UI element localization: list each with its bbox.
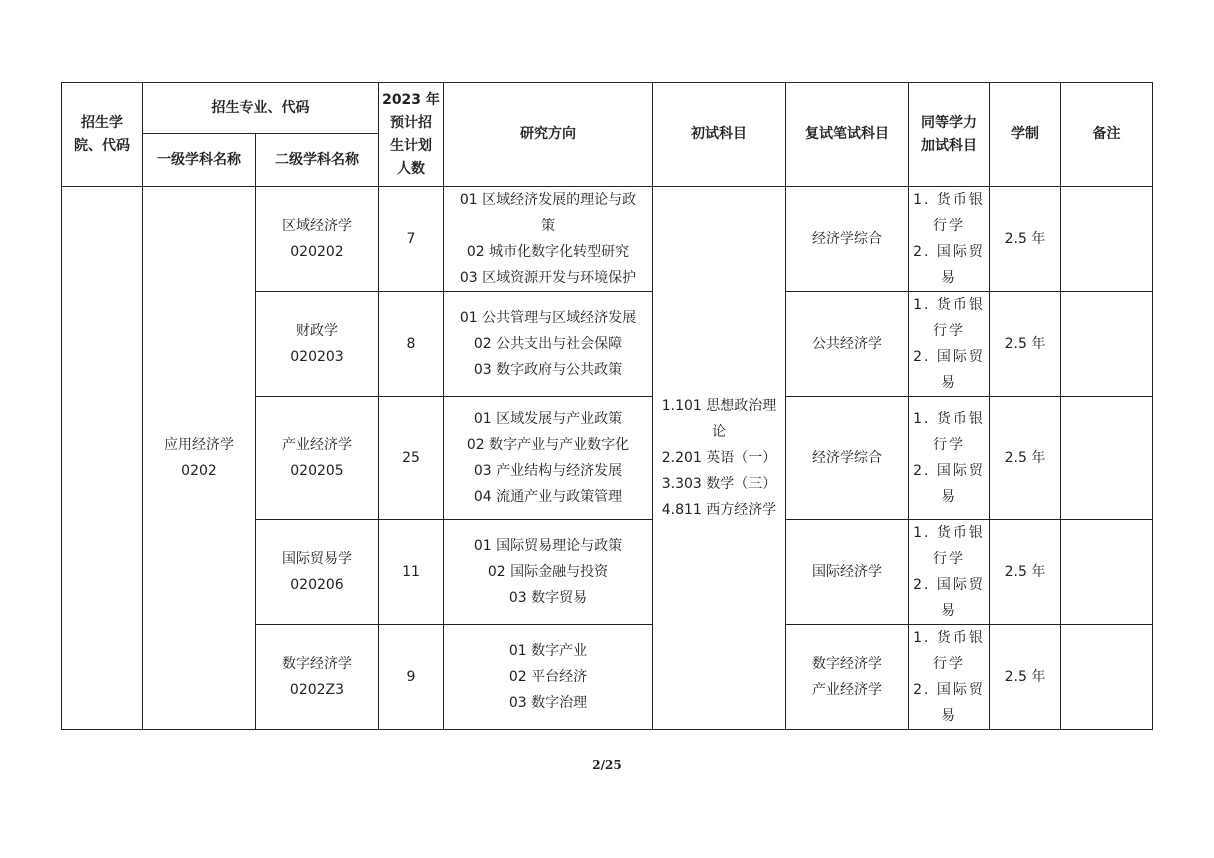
retest-subject: 国际经济学	[786, 520, 909, 625]
duration: 2.5 年	[990, 520, 1061, 625]
level2-name: 财政学 020203	[256, 292, 379, 397]
remarks	[1061, 187, 1153, 292]
level2-name: 产业经济学 020205	[256, 397, 379, 520]
plan-count: 8	[379, 292, 444, 397]
equivalent-subjects: 1. 货币银 行学 2. 国际贸 易	[909, 292, 990, 397]
retest-subject: 经济学综合	[786, 397, 909, 520]
header-direction: 研究方向	[444, 83, 653, 187]
remarks	[1061, 397, 1153, 520]
table-row	[62, 187, 1153, 292]
equivalent-subjects: 1. 货币银 行学 2. 国际贸 易	[909, 625, 990, 730]
header-duration: 学制	[990, 83, 1061, 187]
header-initial-exam: 初试科目	[653, 83, 786, 187]
equivalent-subjects: 1. 货币银 行学 2. 国际贸 易	[909, 187, 990, 292]
plan-count: 11	[379, 520, 444, 625]
remarks	[1061, 292, 1153, 397]
level2-name: 区域经济学 020202	[256, 187, 379, 292]
retest-subject: 经济学综合	[786, 187, 909, 292]
research-directions: 01 区域发展与产业政策 02 数字产业与产业数字化 03 产业结构与经济发展 04 流通产业与政策管理	[444, 397, 653, 520]
header-level2: 二级学科名称	[256, 134, 379, 187]
header-equivalent-exam: 同等学力 加试科目	[909, 83, 990, 187]
level1-name: 应用经济学 0202	[143, 187, 256, 730]
header-plan: 2023 年 预计招 生计划 人数	[379, 83, 444, 187]
remarks	[1061, 625, 1153, 730]
plan-count: 7	[379, 187, 444, 292]
duration: 2.5 年	[990, 292, 1061, 397]
admissions-table	[61, 82, 1153, 730]
header-major-group: 招生专业、代码	[143, 83, 379, 134]
remarks	[1061, 520, 1153, 625]
plan-count: 9	[379, 625, 444, 730]
header-retest-written: 复试笔试科目	[786, 83, 909, 187]
equivalent-subjects: 1. 货币银 行学 2. 国际贸 易	[909, 397, 990, 520]
duration: 2.5 年	[990, 397, 1061, 520]
level2-name: 国际贸易学 020206	[256, 520, 379, 625]
header-remarks: 备注	[1061, 83, 1153, 187]
retest-subject: 公共经济学	[786, 292, 909, 397]
header-level1: 一级学科名称	[143, 134, 256, 187]
college-cell	[62, 187, 143, 730]
equivalent-subjects: 1. 货币银 行学 2. 国际贸 易	[909, 520, 990, 625]
research-directions: 01 公共管理与区域经济发展 02 公共支出与社会保障 03 数字政府与公共政策	[444, 292, 653, 397]
duration: 2.5 年	[990, 187, 1061, 292]
page-number: 2/25	[592, 758, 622, 772]
plan-count: 25	[379, 397, 444, 520]
research-directions: 01 国际贸易理论与政策 02 国际金融与投资 03 数字贸易	[444, 520, 653, 625]
duration: 2.5 年	[990, 625, 1061, 730]
header-college: 招生学 院、代码	[62, 83, 143, 187]
level2-name: 数字经济学 0202Z3	[256, 625, 379, 730]
initial-exam-subjects: 1.101 思想政治理 论 2.201 英语（一） 3.303 数学（三） 4.811 西方经济学	[653, 187, 786, 730]
research-directions: 01 区域经济发展的理论与政 策 02 城市化数字化转型研究 03 区域资源开发与环境保护	[444, 187, 653, 292]
retest-subject: 数字经济学 产业经济学	[786, 625, 909, 730]
research-directions: 01 数字产业 02 平台经济 03 数字治理	[444, 625, 653, 730]
